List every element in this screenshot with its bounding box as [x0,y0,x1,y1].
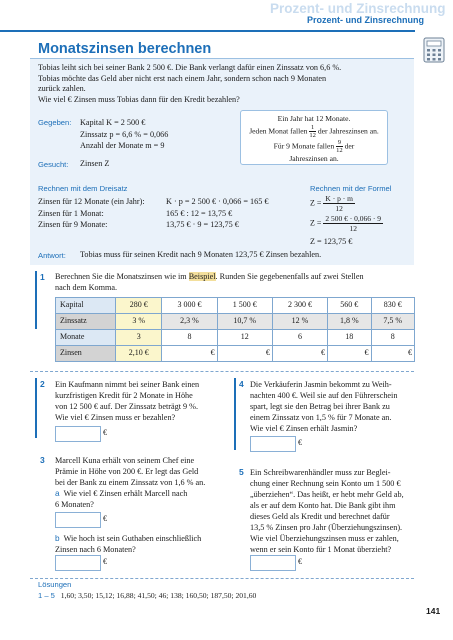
dreisatz-row [38,196,268,208]
hint-text: der Jahreszinsen an. [317,126,379,136]
task5-answer-field[interactable] [250,555,296,571]
answer-cell[interactable]: € [328,346,371,362]
row-label: Kapital [56,298,116,314]
task3b-line: Zinsen nach 6 Monaten? [55,545,136,554]
task2-line: Wie viel € Zinsen muss er bezahlen? [55,413,176,422]
task2-text [55,379,225,423]
table-cell: 7,5 % [371,314,415,330]
dreisatz-label: Rechnen mit dem Dreisatz [38,184,128,193]
fraction-denominator: 12 [309,132,316,139]
hint-line: Jahreszinsen an. [289,154,339,163]
dreisatz-left: Zinsen für 1 Monat: [38,208,104,218]
task5-line: als er auf dem Konto hat. Die Bank gibt ihm [250,501,396,510]
task3b-text [55,533,230,555]
solutions-values: 1,60; 3,50; 15,12; 16,88; 41,50; 46; 138; 160,50; 187,50; 201,60 [60,591,257,600]
task3a-answer-field[interactable] [55,512,101,528]
task1-text-start: Berechnen Sie die Monatszinsen wie im [55,272,187,281]
divider [30,578,414,579]
table-cell: 8 [371,330,415,346]
formel-result: Z = 123,75 € [310,237,353,246]
formel-line-2 [310,214,383,233]
fraction-one-twelfth [309,124,316,139]
task5-line: 13,5 % Zinsen pro Jahr (Überziehungszinsen). [250,523,403,532]
formel-label: Rechnen mit der Formel [310,184,392,193]
divider [30,371,414,372]
table-cell: 830 € [371,298,415,314]
given-values [80,117,168,152]
header-ghost-title: Prozent- und Zinsrechnung [270,1,446,16]
table-cell: 12 [217,330,272,346]
task3a-line: 6 Monaten? [55,500,94,509]
solutions-label: Lösungen [38,580,72,589]
answer-cell[interactable]: € [217,346,272,362]
hint-line [241,139,387,154]
task2-line: von 12 500 € auf. Der Zinssatz beträgt 9 %. [55,402,199,411]
intro-line: Tobias möchte das Geld aber nicht erst nach einem Jahr, sondern schon nach 9 Monaten [38,73,327,83]
row-label: Monate [56,330,116,346]
given-label: Gegeben: [38,118,72,127]
task4-bar [234,378,236,450]
hint-line: Ein Jahr hat 12 Monate. [277,114,351,123]
task3-line: Marcell Kuna erhält von seinem Chef eine [55,456,195,465]
page-title: Monatszinsen berechnen [38,41,212,57]
answer-cell[interactable]: € [371,346,415,362]
table-cell: 1 500 € [217,298,272,314]
task5-text [250,467,425,555]
sought-label: Gesucht: [38,160,69,169]
euro-unit: € [298,438,302,447]
dreisatz-row [38,208,268,220]
table-cell: 6 [272,330,327,346]
task3-text [55,455,230,510]
task1-number: 1 [40,272,45,282]
dreisatz-left: Zinsen für 9 Monate: [38,220,108,229]
task2-line: kurzfristigen Kredit für 2 Monate in Höhe [55,391,193,400]
table-row [56,330,415,346]
table-row [56,298,415,314]
fraction-denominator: 12 [336,147,343,154]
calculator-icon [423,37,445,67]
table-cell: 12 % [272,314,327,330]
dreisatz-steps [38,196,268,231]
page-number: 141 [426,606,441,616]
table-cell: 3 000 € [162,298,217,314]
table-cell: 2,3 % [162,314,217,330]
fraction-numerator: 9 [337,139,342,146]
solutions-line [38,591,256,601]
formel-numerator: 2 500 € · 0,066 · 9 [325,214,382,223]
given-capital: Kapital K = 2 500 € [80,118,146,127]
formel-fraction [323,194,355,213]
task1-text-end: . Runden Sie gegebenenfalls auf zwei Stellen [215,272,364,281]
task4-line: einem Zinssatz von 1,5 % für 7 Monate an. [250,413,392,422]
task2-number: 2 [40,379,45,389]
table-row [56,314,415,330]
hint-text: Jeden Monat fallen [249,126,308,136]
solutions-ref: 1 – 5 [38,591,55,600]
answer-label: Antwort: [38,251,66,260]
table-cell: 3 [116,330,162,346]
task5-line: chung einer Rechnung sein Konto um 1 500 € [250,479,401,488]
task4-line: Wie viel € Zinsen erhält Jasmin? [250,424,358,433]
task1-text-line2: nach dem Komma. [55,282,118,292]
dreisatz-left: Zinsen für 12 Monate (ein Jahr): [38,197,145,206]
formel-z: Z = [310,218,322,228]
answer-cell[interactable]: € [162,346,217,362]
given-months: Anzahl der Monate m = 9 [80,141,165,150]
intro-line: zurück zahlen. [38,84,86,94]
task5-line: „überziehen“. Das heißt, er hebt mehr Geld ab, [250,490,404,499]
task4-line: Die Verkäuferin Jasmin bekommt zu Weih- [250,380,392,389]
task5-line: Ein Schreibwarenhändler muss zur Beglei- [250,468,391,477]
euro-unit: € [103,428,107,437]
table-cell: 10,7 % [217,314,272,330]
task3a-line [55,488,230,499]
task5-line: wenn er sein Konto für 1 Monat überzieht? [250,545,392,554]
task1-text [55,272,415,293]
table-cell: 3 % [116,314,162,330]
task5-number: 5 [239,467,244,477]
fraction-nine-twelfths [336,139,343,154]
table-cell: 18 [328,330,371,346]
hint-box [240,110,388,165]
task3b-line [55,533,230,544]
euro-unit: € [298,557,302,566]
task3-line: Prämie in Höhe von 200 €. Er legt das Geld [55,467,199,476]
dreisatz-right: 165 € : 12 = 13,75 € [166,208,233,218]
table-cell: 2,10 € [116,346,162,362]
answer-cell[interactable]: € [272,346,327,362]
formel-numerator: K · p · m [325,194,353,203]
answer-text: Tobias muss für seinen Kredit nach 9 Monaten 123,75 € Zinsen bezahlen. [80,250,322,259]
table-cell: 8 [162,330,217,346]
table-cell: 280 € [116,298,162,314]
formel-denominator: 12 [349,224,357,233]
row-label: Zinsen [56,346,116,362]
table-row [56,346,415,362]
task3b-answer-field[interactable] [55,555,101,571]
formel-denominator: 12 [335,204,343,213]
table-cell: 1,8 % [328,314,371,330]
interest-table [55,297,415,362]
given-rate: Zinssatz p = 6,6 % = 0,066 [80,129,169,139]
task1-bar [35,271,37,329]
table-cell: 560 € [328,298,371,314]
task4-line: nachten 400 €. Weil sie auf den Führerschein [250,391,398,400]
table-cell: 2 300 € [272,298,327,314]
intro-line: Wie viel € Zinsen muss Tobias dann für den Kredit bezahlen? [38,94,240,104]
task2-answer-field[interactable] [55,426,101,442]
fraction-numerator: 1 [310,124,315,131]
hint-line [241,124,387,139]
example-link[interactable]: Beispiel [188,272,216,281]
dreisatz-row [38,219,268,231]
subtask-a-label: a [55,489,60,498]
header-rule [0,30,415,32]
hint-text: Für 9 Monate fallen [273,141,335,151]
task4-line: spart, legt sie den Betrag bei ihrer Bank zu [250,402,390,411]
task5-line: dieses Geld als Kredit und berechnet dafür [250,512,390,521]
row-label: Zinssatz [56,314,116,330]
hint-text: der [344,141,355,151]
task2-bar [35,378,37,438]
task4-text [250,379,425,434]
intro-line: Tobias leiht sich bei seiner Bank 2 500 €. Die Bank verlangt dafür einen Zinssatz von 6,6 %. [38,63,342,72]
dreisatz-right: 13,75 € · 9 = 123,75 € [166,220,239,229]
task4-number: 4 [239,379,244,389]
subtask-b-label: b [55,534,60,543]
formel-line-1 [310,194,355,213]
formel-fraction [323,214,383,233]
task5-line: Wie viel Überziehungszinsen muss er zahlen, [250,534,399,543]
formel-z: Z = [310,198,322,208]
euro-unit: € [103,557,107,566]
section-title: Prozent- und Zinsrechnung [307,15,424,25]
dreisatz-right: K · p = 2 500 € · 0,066 = 165 € [166,197,269,206]
task3b-text: Wie hoch ist sein Guthaben einschließlich [63,534,202,543]
euro-unit: € [103,514,107,523]
task3a-text: Wie viel € Zinsen erhält Marcell nach [63,489,188,498]
intro-text [38,63,418,106]
task3-number: 3 [40,455,45,465]
task2-line: Ein Kaufmann nimmt bei seiner Bank einen [55,380,200,389]
task3-line: bei der Bank zu einem Zinssatz von 1,6 % an. [55,478,206,487]
task4-answer-field[interactable] [250,436,296,452]
sought-value: Zinsen Z [80,159,110,168]
